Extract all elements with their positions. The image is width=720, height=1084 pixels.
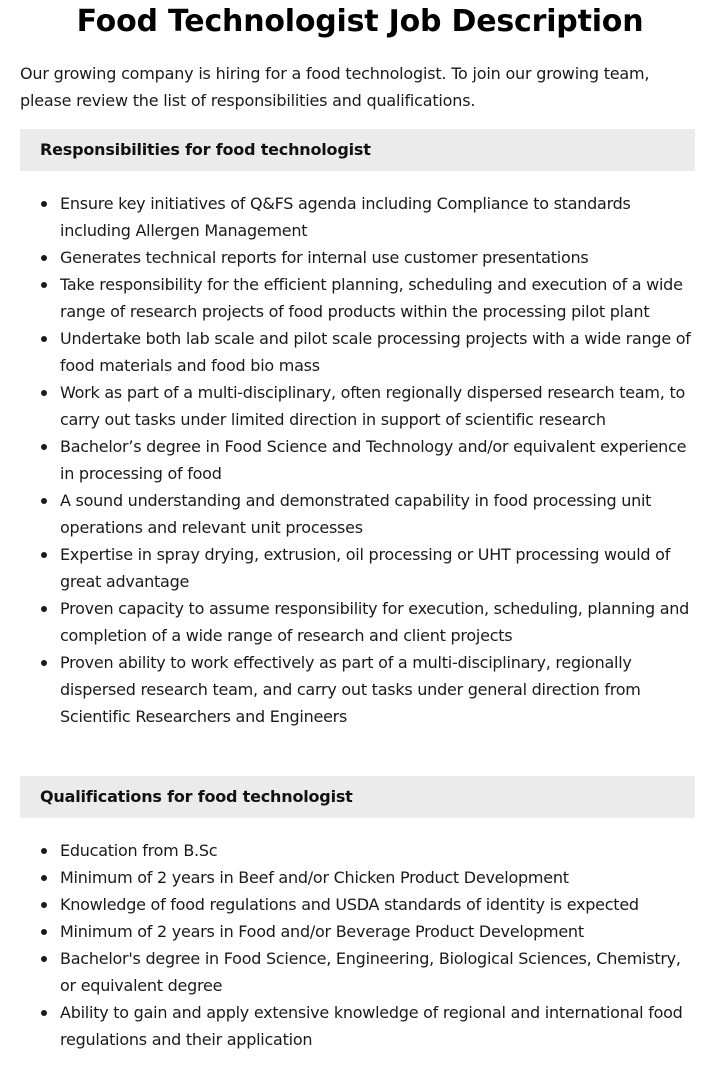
list-item — [20, 891, 695, 918]
responsibilities-heading: Responsibilities for food technologist — [20, 129, 695, 171]
bullet-icon — [41, 956, 47, 962]
list-item-text: Proven ability to work effectively as part of a multi-disciplinary, regionally dispersed research team, and carry out tasks under general direction from Scientific Researchers and Engineers — [60, 653, 641, 726]
list-item — [20, 918, 695, 945]
bullet-icon — [41, 390, 47, 396]
bullet-icon — [41, 1010, 47, 1016]
list-item-text: Knowledge of food regulations and USDA standards of identity is expected — [60, 895, 639, 914]
list-item — [20, 837, 695, 864]
list-item-text: Work as part of a multi-disciplinary, often regionally dispersed research team, to carry out tasks under limited direction in support of scientific research — [60, 383, 685, 429]
list-item — [20, 433, 695, 487]
list-item — [20, 487, 695, 541]
list-item — [20, 190, 695, 244]
list-item-text: Bachelor's degree in Food Science, Engineering, Biological Sciences, Chemistry, or equivalent degree — [60, 949, 681, 995]
bullet-icon — [41, 902, 47, 908]
qualifications-heading: Qualifications for food technologist — [20, 776, 695, 818]
list-item-text: Generates technical reports for internal use customer presentations — [60, 248, 589, 267]
responsibilities-list — [20, 190, 695, 730]
list-item-text: Bachelor’s degree in Food Science and Technology and/or equivalent experience in processing of food — [60, 437, 687, 483]
list-item — [20, 649, 695, 730]
bullet-icon — [41, 929, 47, 935]
list-item-text: Take responsibility for the efficient planning, scheduling and execution of a wide range of research projects of food products within the processing pilot plant — [60, 275, 683, 321]
bullet-icon — [41, 606, 47, 612]
bullet-icon — [41, 875, 47, 881]
bullet-icon — [41, 552, 47, 558]
bullet-icon — [41, 498, 47, 504]
list-item-text: Undertake both lab scale and pilot scale processing projects with a wide range of food materials and food bio mass — [60, 329, 691, 375]
bullet-icon — [41, 660, 47, 666]
list-item — [20, 244, 695, 271]
bullet-icon — [41, 255, 47, 261]
bullet-icon — [41, 444, 47, 450]
bullet-icon — [41, 282, 47, 288]
list-item — [20, 864, 695, 891]
list-item-text: A sound understanding and demonstrated capability in food processing unit operations and relevant unit processes — [60, 491, 652, 537]
list-item-text: Minimum of 2 years in Food and/or Beverage Product Development — [60, 922, 584, 941]
list-item — [20, 999, 695, 1053]
intro-paragraph: Our growing company is hiring for a food technologist. To join our growing team, please review the list of responsibilities and qualifications. — [20, 64, 650, 110]
bullet-icon — [41, 336, 47, 342]
list-item — [20, 541, 695, 595]
list-item — [20, 945, 695, 999]
list-item — [20, 271, 695, 325]
list-item — [20, 595, 695, 649]
list-item — [20, 325, 695, 379]
page-title: Food Technologist Job Description — [76, 4, 644, 39]
list-item — [20, 379, 695, 433]
list-item-text: Ability to gain and apply extensive knowledge of regional and international food regulations and their application — [60, 1003, 683, 1049]
list-item-text: Expertise in spray drying, extrusion, oil processing or UHT processing would of great advantage — [60, 545, 671, 591]
list-item-text: Minimum of 2 years in Beef and/or Chicken Product Development — [60, 868, 569, 887]
bullet-icon — [41, 848, 47, 854]
qualifications-list — [20, 837, 695, 1053]
list-item-text: Education from B.Sc — [60, 841, 218, 860]
bullet-icon — [41, 201, 47, 207]
list-item-text: Proven capacity to assume responsibility for execution, scheduling, planning and completion of a wide range of research and client projects — [60, 599, 690, 645]
list-item-text: Ensure key initiatives of Q&FS agenda including Compliance to standards including Allergen Management — [60, 194, 631, 240]
